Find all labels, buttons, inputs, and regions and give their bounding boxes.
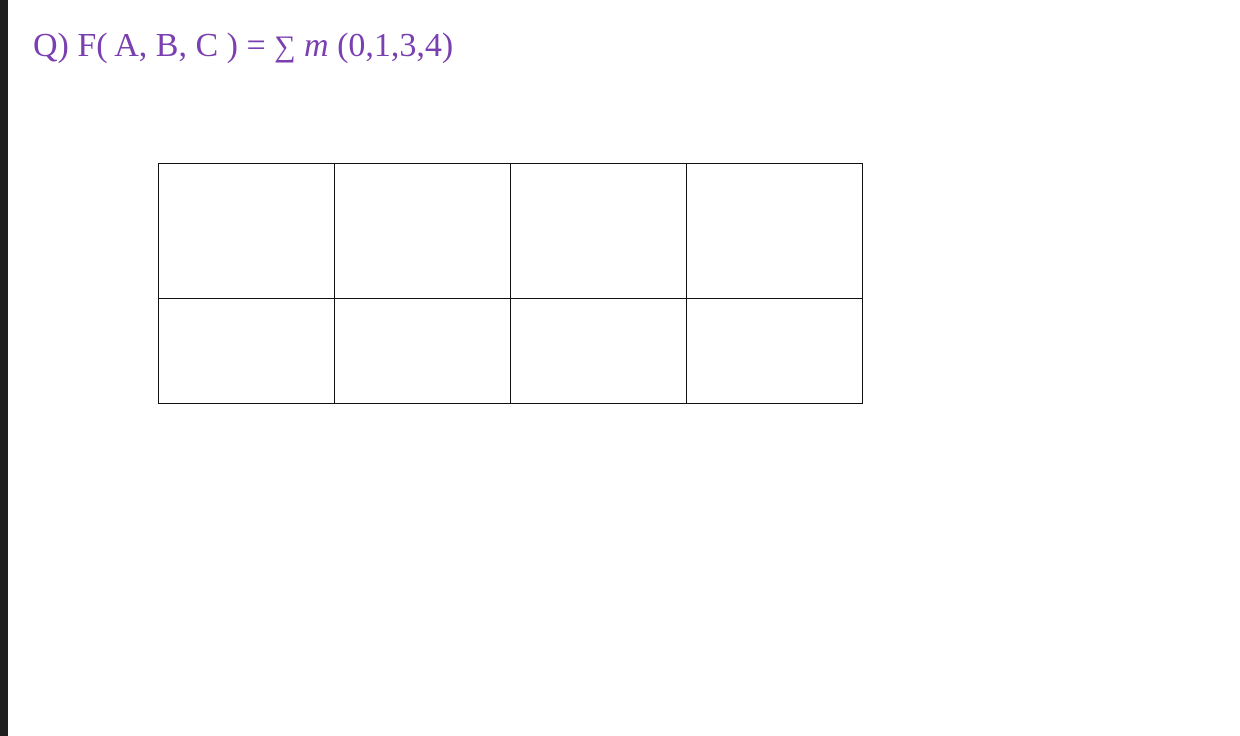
sigma-symbol: ∑ [274,30,296,63]
karnaugh-map-grid [158,163,863,404]
left-edge-bar [0,0,8,736]
kmap-row-0 [159,164,863,299]
minterm-list: (0,1,3,4) [328,27,454,64]
kmap-row-1 [159,299,863,404]
kmap-cell [335,164,511,299]
kmap-cell [687,164,863,299]
kmap-cell [159,299,335,404]
kmap-cell [159,164,335,299]
minterm-m: m [304,27,329,64]
kmap-cell [511,299,687,404]
kmap-cell [687,299,863,404]
kmap-cell [335,299,511,404]
kmap-cell [511,164,687,299]
question-text [33,24,453,69]
question-prefix: Q) F( A, B, C ) = [33,27,275,64]
